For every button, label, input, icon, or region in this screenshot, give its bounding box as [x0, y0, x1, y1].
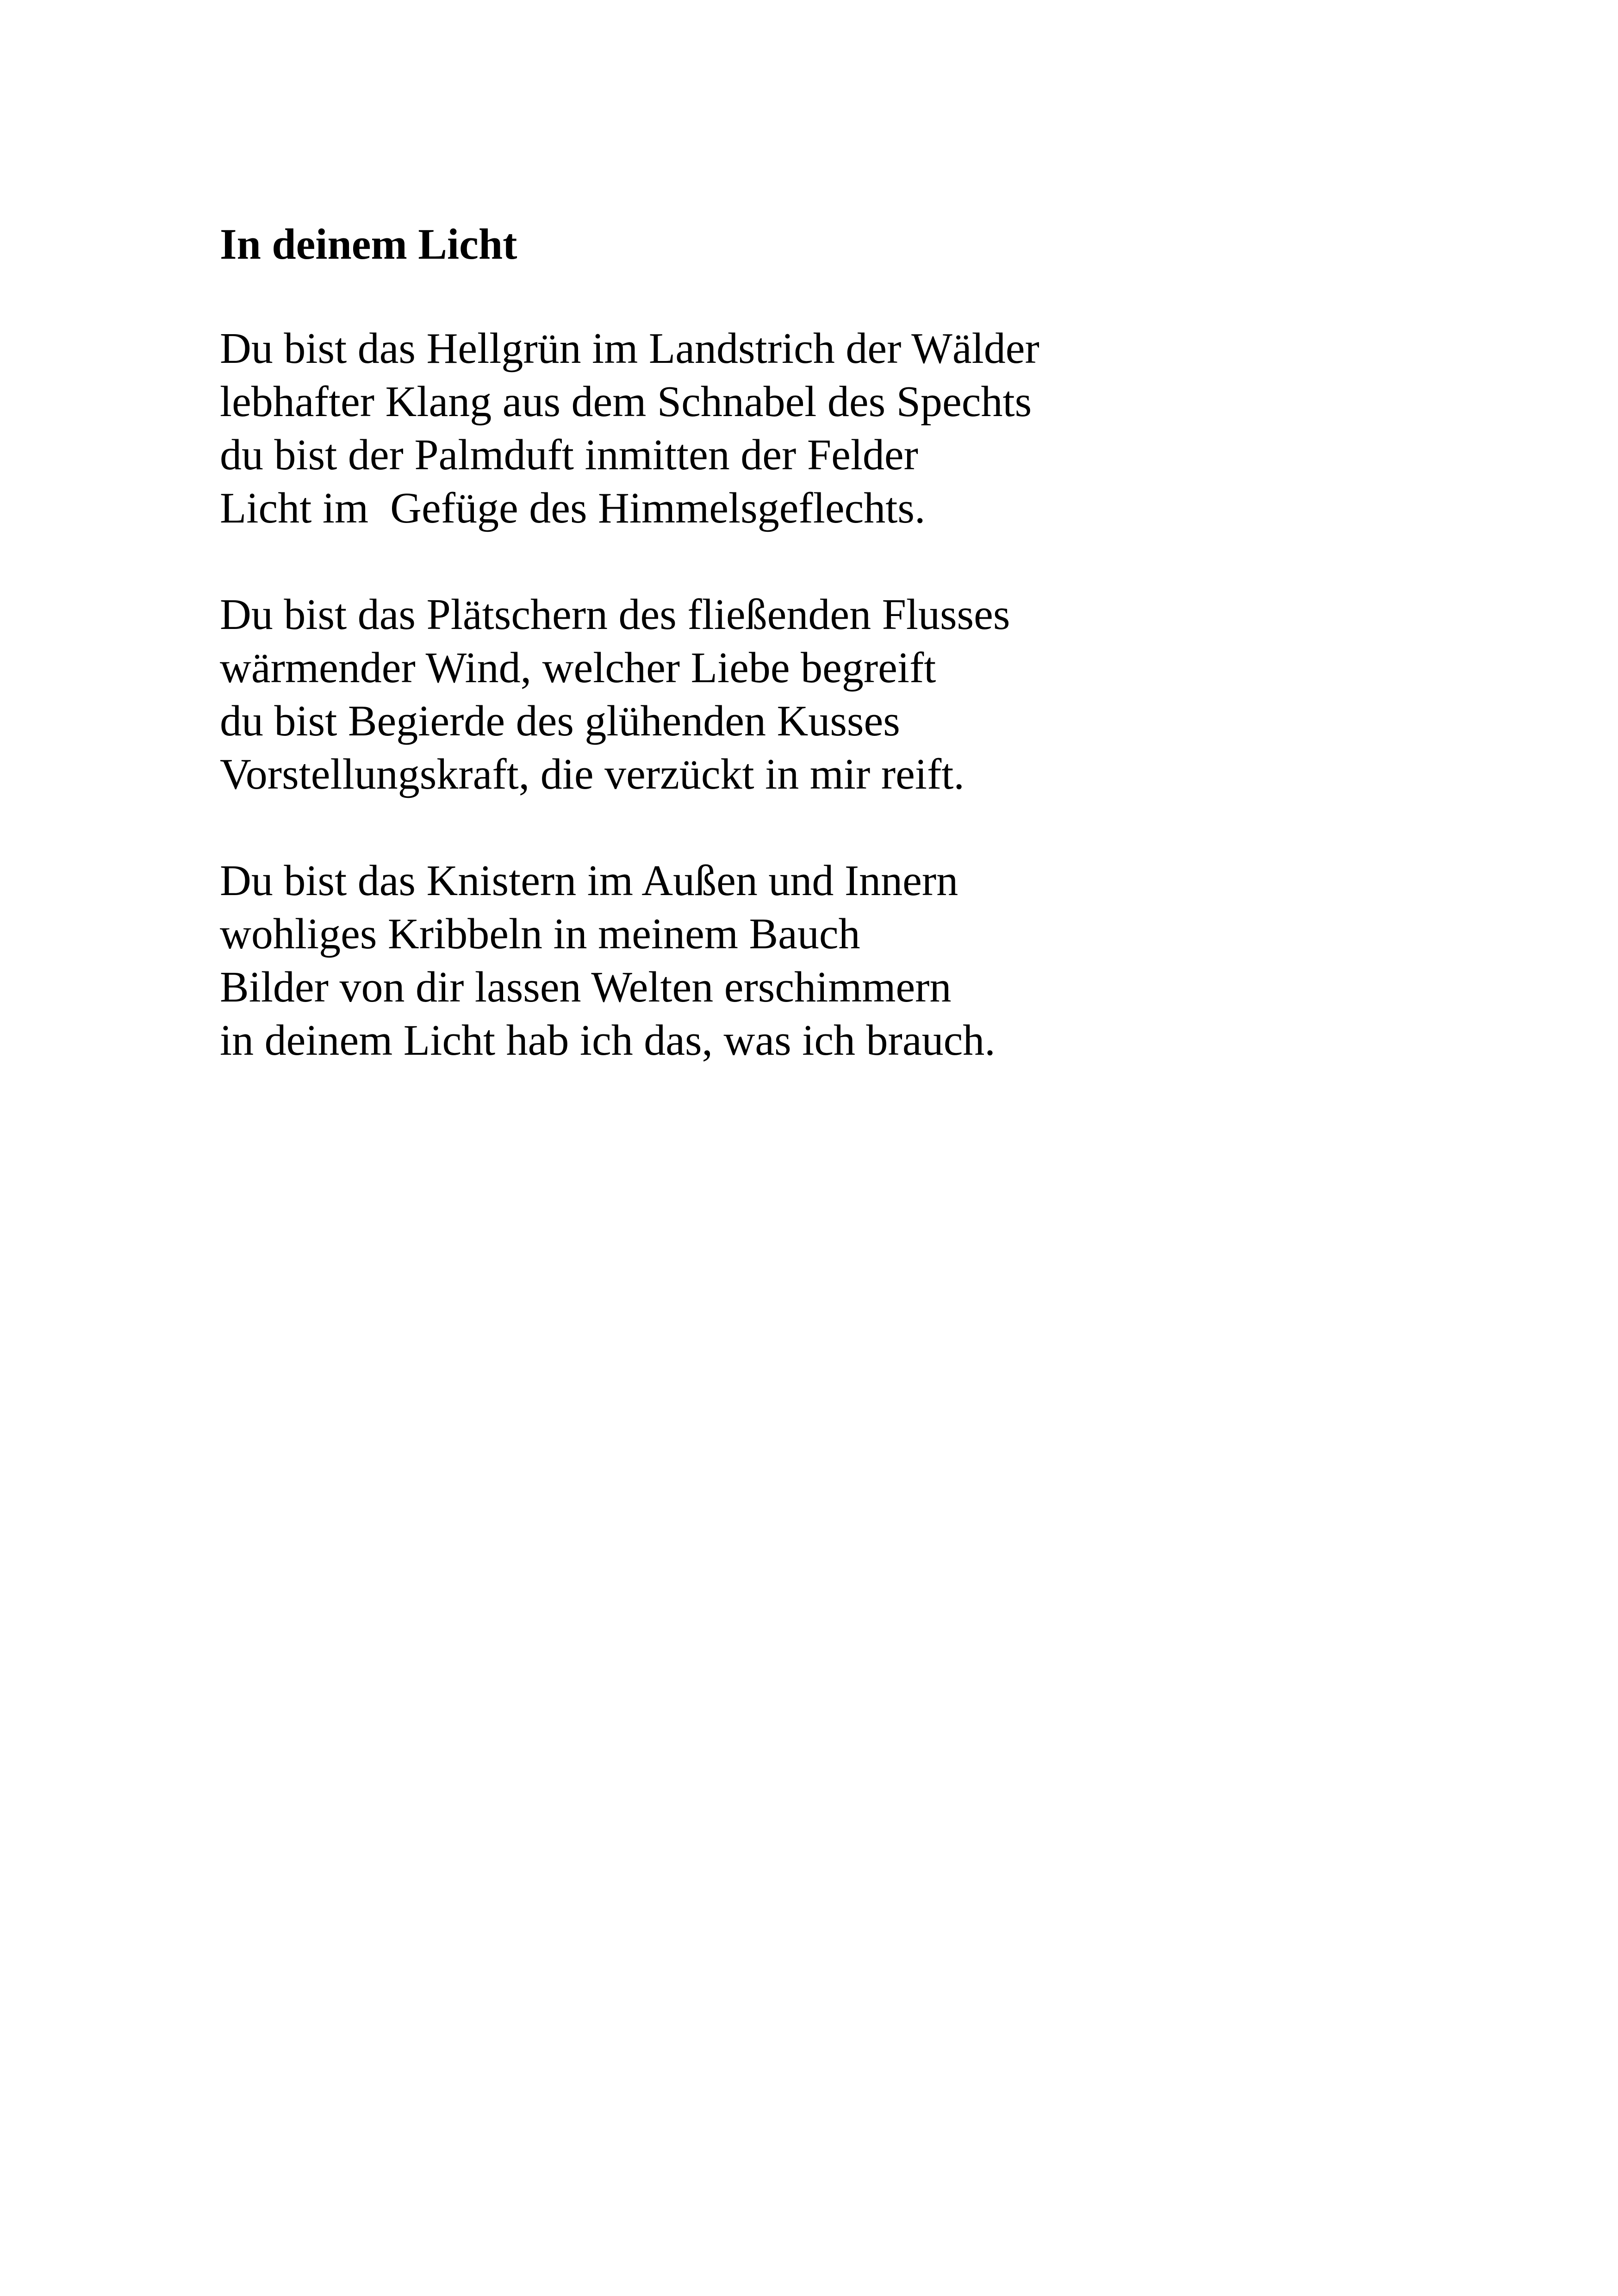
poem-line: Du bist das Plätschern des fließenden Flusses [220, 591, 1010, 639]
poem-line: Vorstellungskraft, die verzückt in mir reift. [220, 750, 965, 798]
poem-line: lebhafter Klang aus dem Schnabel des Spechts [220, 378, 1032, 426]
poem-line: du bist der Palmduft inmitten der Felder [220, 431, 918, 479]
stanza-2 [220, 588, 1516, 801]
stanza-1 [220, 322, 1516, 535]
stanza-3 [220, 854, 1516, 1067]
poem-line: wärmender Wind, welcher Liebe begreift [220, 644, 936, 692]
poem-line: Licht im Gefüge des Himmelsgeflechts. [220, 484, 926, 532]
poem-line: in deinem Licht hab ich das, was ich brauch. [220, 1016, 996, 1064]
poem-line: du bist Begierde des glühenden Kusses [220, 697, 900, 745]
poem [220, 217, 1516, 1067]
poem-line: Du bist das Hellgrün im Landstrich der Wälder [220, 324, 1039, 373]
poem-title: In deinem Licht [220, 220, 517, 268]
poem-line: Bilder von dir lassen Welten erschimmern [220, 963, 952, 1011]
poem-line: Du bist das Knistern im Außen und Innern [220, 857, 958, 905]
poem-line: wohliges Kribbeln in meinem Bauch [220, 910, 860, 958]
